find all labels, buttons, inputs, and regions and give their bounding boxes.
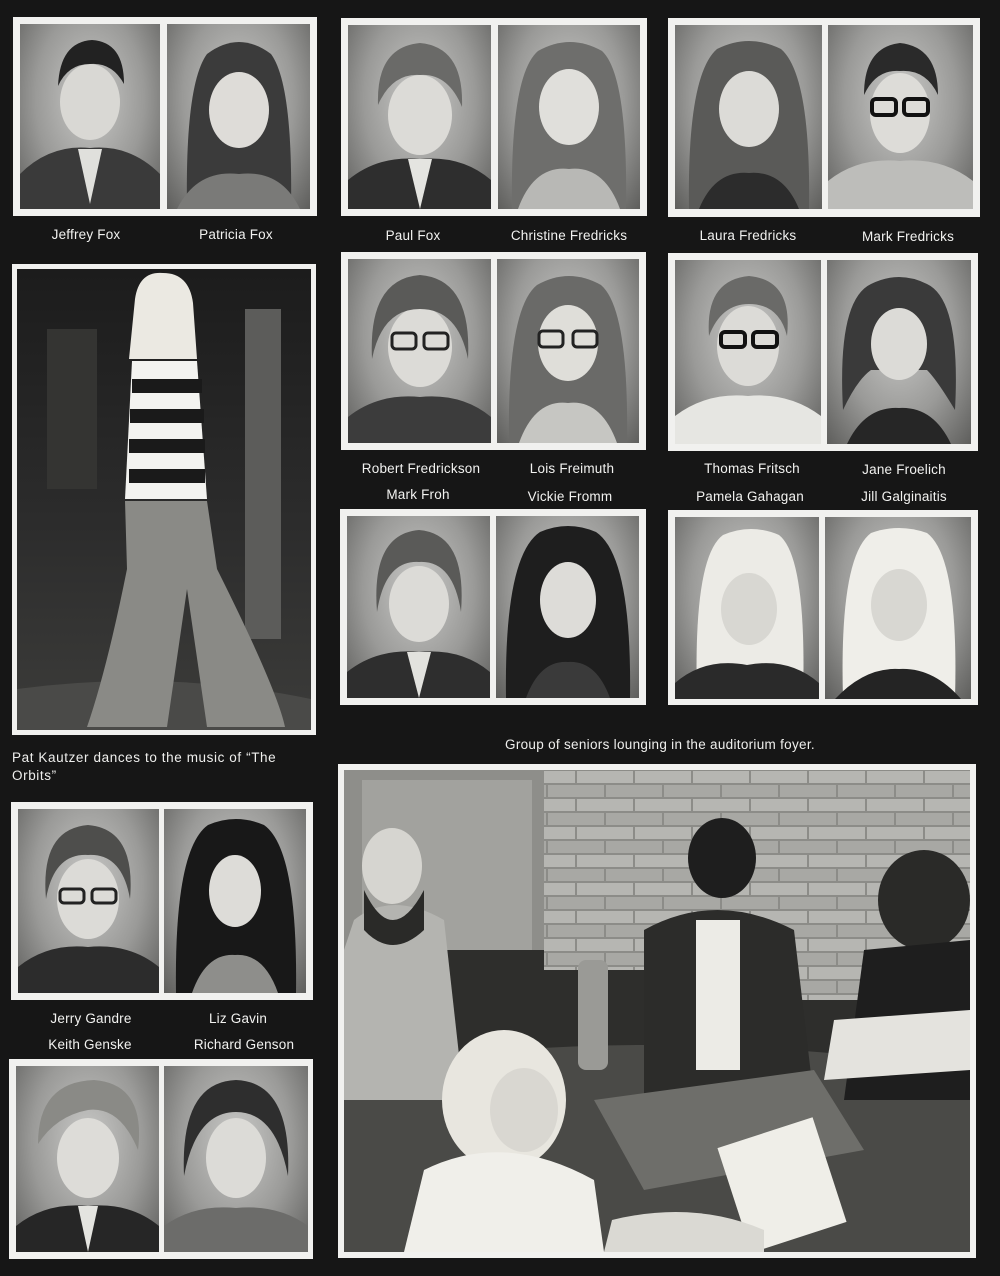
dancer-figure <box>17 269 311 730</box>
portrait-silhouette-male <box>16 1066 159 1252</box>
portrait-silhouette-female <box>496 516 639 698</box>
portrait-name: Paul Fox <box>385 228 441 243</box>
seniors-scene <box>344 770 970 1252</box>
portrait-photo-christine-fredricks <box>498 25 640 209</box>
portrait-name: Vickie Fromm <box>527 489 613 504</box>
portrait-photo-patricia-fox <box>167 24 310 209</box>
portrait-silhouette-female <box>497 259 639 443</box>
caption-seniors: Group of seniors lounging in the auditorium foyer. <box>505 737 815 752</box>
candid-photo-seniors <box>344 770 970 1252</box>
portrait-silhouette-female <box>825 517 971 699</box>
portrait-name: Patricia Fox <box>199 227 273 242</box>
portrait-frame-fox-fredricks <box>341 18 647 216</box>
portrait-name: Jill Galginaitis <box>861 489 947 504</box>
portrait-photo-robert-fredrickson <box>348 259 491 443</box>
portrait-silhouette-male <box>348 25 491 209</box>
portrait-photo-paul-fox <box>348 25 491 209</box>
portrait-photo-vickie-fromm <box>496 516 639 698</box>
candid-photo-frame-seniors <box>338 764 976 1258</box>
portrait-silhouette-female <box>167 24 310 209</box>
portrait-photo-pamela-gahagan <box>675 517 819 699</box>
portrait-name: Mark Froh <box>386 487 450 502</box>
portrait-photo-laura-fredricks <box>675 25 822 209</box>
portrait-frame-fritsch-froelich <box>668 253 978 451</box>
portrait-photo-jerry-gandre <box>18 809 159 993</box>
portrait-photo-jane-froelich <box>827 260 971 444</box>
candid-photo-dance <box>17 269 311 730</box>
portrait-silhouette-male <box>675 260 821 444</box>
portrait-silhouette-female <box>827 260 971 444</box>
portrait-name: Robert Fredrickson <box>361 461 481 476</box>
portrait-silhouette-female <box>498 25 640 209</box>
portrait-photo-thomas-fritsch <box>675 260 821 444</box>
portrait-name: Laura Fredricks <box>699 228 797 243</box>
candid-photo-frame-dance <box>12 264 316 735</box>
portrait-photo-mark-fredricks <box>828 25 973 209</box>
portrait-name: Jerry Gandre <box>50 1011 132 1026</box>
portrait-silhouette-female <box>675 517 819 699</box>
portrait-frame-gandre-gavin <box>11 802 313 1000</box>
portrait-silhouette-female <box>164 809 306 993</box>
portrait-name: Mark Fredricks <box>861 229 955 244</box>
portrait-frame-fredricks <box>668 18 980 217</box>
portrait-photo-lois-freimuth <box>497 259 639 443</box>
portrait-name: Lois Freimuth <box>529 461 615 476</box>
portrait-silhouette-female <box>675 25 822 209</box>
portrait-photo-keith-genske <box>16 1066 159 1252</box>
portrait-name: Jeffrey Fox <box>51 227 121 242</box>
portrait-name: Liz Gavin <box>208 1011 268 1026</box>
portrait-frame-froh-fromm <box>340 509 646 705</box>
portrait-silhouette-male <box>20 24 160 209</box>
portrait-frame-fox <box>13 17 317 216</box>
portrait-name: Pamela Gahagan <box>696 489 804 504</box>
portrait-photo-jill-galginaitis <box>825 517 971 699</box>
portrait-photo-mark-froh <box>347 516 490 698</box>
portrait-name: Christine Fredricks <box>510 228 628 243</box>
portrait-photo-liz-gavin <box>164 809 306 993</box>
portrait-name: Keith Genske <box>48 1037 132 1052</box>
portrait-silhouette-male <box>164 1066 308 1252</box>
portrait-silhouette-male <box>828 25 973 209</box>
portrait-photo-richard-genson <box>164 1066 308 1252</box>
portrait-photo-jeffrey-fox <box>20 24 160 209</box>
portrait-frame-gahagan-galginaitis <box>668 510 978 705</box>
portrait-name: Jane Froelich <box>862 462 946 477</box>
portrait-name: Thomas Fritsch <box>704 461 800 476</box>
portrait-silhouette-male <box>347 516 490 698</box>
portrait-frame-genske-genson <box>9 1059 313 1259</box>
portrait-silhouette-male <box>18 809 159 993</box>
portrait-silhouette-male <box>348 259 491 443</box>
portrait-frame-fredrickson-freimuth <box>341 252 646 450</box>
portrait-name: Richard Genson <box>193 1037 295 1052</box>
caption-dance: Pat Kautzer dances to the music of “The Orbits” <box>12 750 277 783</box>
